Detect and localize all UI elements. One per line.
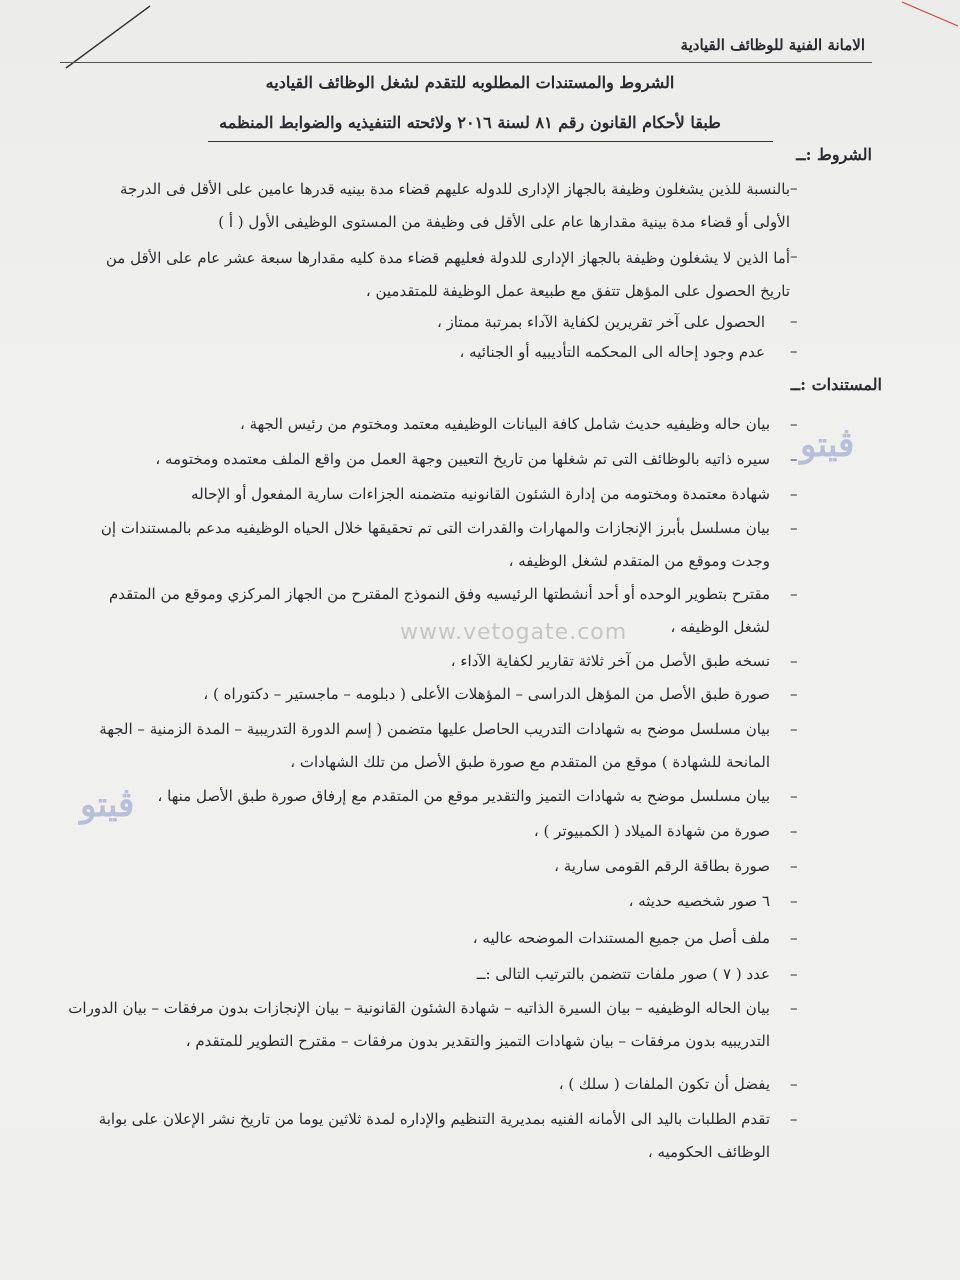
- vetogate-watermark-logo: ڤيتو: [800, 425, 855, 465]
- bullet-dash: –: [790, 450, 798, 468]
- bullet-dash: –: [790, 965, 798, 983]
- condition-item: أما الذين لا يشغلون وظيفة بالجهاز الإدارى للدولة فعليهم قضاء مدة كليه مقدارها سبعة عشر عام على الأقل من تاريخ الحصول على المؤهل تتفق مع طبيعة عمل الوظيفة للمتقدمين ،: [105, 249, 790, 300]
- document-item: تقدم الطلبات باليد الى الأمانه الفنيه بمديرية التنظيم والإداره لمدة ثلاثين يوما من تاريخ نشر الإعلان على بوابة الوظائف الحكوميه ،: [98, 1110, 770, 1161]
- bullet-dash: –: [790, 585, 798, 603]
- bullet-dash: –: [790, 519, 798, 537]
- bullet-dash: –: [790, 822, 798, 840]
- pen-stroke-mark: [62, 2, 152, 70]
- document-item: بيان حاله وظيفيه حديث شامل كافة البيانات الوظيفيه معتمد ومختوم من رئيس الجهة ،: [239, 415, 770, 433]
- document-item: ٦ صور شخصيه حديثه ،: [628, 892, 770, 910]
- documents-heading: المستندات :ــ: [790, 375, 882, 394]
- document-item: صورة من شهادة الميلاد ( الكمبيوتر ) ،: [533, 822, 770, 840]
- bullet-dash: –: [790, 720, 798, 738]
- condition-item: بالنسبة للذين يشغلون وظيفة بالجهاز الإدارى للدوله عليهم قضاء مدة بينيه قدرها عامين على الأقل فى الدرجة الأولى أو قضاء مدة بينية مقدارها عام على الأقل فى وظيفة من المستوى الوظيفى الأول ( أ ): [120, 180, 790, 231]
- bullet-dash: –: [790, 415, 798, 433]
- conditions-heading: الشروط :ــ: [796, 145, 872, 164]
- document-title: الشروط والمستندات المطلوبه للتقدم لشغل الوظائف القياديه: [265, 73, 675, 92]
- document-subtitle: طبقا لأحكام القانون رقم ٨١ لسنة ٢٠١٦ ولائحته التنفيذيه والضوابط المنظمه: [219, 113, 721, 132]
- document-item: نسخه طبق الأصل من آخر ثلاثة تقارير لكفاية الآداء ،: [450, 652, 770, 670]
- bullet-dash: –: [790, 999, 798, 1017]
- bullet-dash: –: [790, 892, 798, 910]
- document-item: بيان مسلسل بأبرز الإنجازات والمهارات والقدرات التى تم تحقيقها خلال الحياه الوظيفيه مدعم بالمستندات إن وجدت وموقع من المتقدم لشغل الوظيفه ،: [100, 519, 770, 570]
- document-item: بيان مسلسل موضح به شهادات التميز والتقدير موقع من المتقدم مع إرفاق صورة طبق الأصل منها ،: [157, 787, 770, 805]
- bullet-dash: –: [790, 857, 798, 875]
- bullet-dash: –: [790, 1110, 798, 1128]
- department-header: الامانة الفنية للوظائف القيادية: [680, 36, 865, 54]
- document-item: ملف أصل من جميع المستندات الموضحه عاليه ،: [472, 929, 770, 947]
- document-item: بيان مسلسل موضح به شهادات التدريب الحاصل عليها متضمن ( إسم الدورة التدريبية – المدة الزمنية – الجهة المانحة للشهادة ) موقع من المتقدم مع صورة طبق الأصل من تلك الشهادات ،: [99, 720, 770, 771]
- document-item: صورة طبق الأصل من المؤهل الدراسى – المؤهلات الأعلى ( دبلومه – ماجستير – دكتوراه ) ،: [203, 685, 770, 703]
- vetogate-watermark-logo: ڤيتو: [80, 785, 135, 825]
- document-item: مقترح بتطوير الوحده أو أحد أنشطتها الرئيسيه وفق النموذج المقترح من الجهاز المركزي وموقع من المتقدم لشغل الوظيفه ،: [109, 585, 770, 636]
- condition-item: عدم وجود إحاله الى المحكمه التأديبيه أو الجنائيه ،: [459, 343, 765, 361]
- bullet-dash: –: [790, 1075, 798, 1093]
- document-item: بيان الحاله الوظيفيه – بيان السيرة الذاتيه – شهادة الشئون القانونية – بيان الإنجازات بدون مرفقات – بيان الدورات التدريبيه بدون مرفقات – بيان شهادات التميز والتقدير بدون مرفقات – مقترح التطوير للمتقدم ،: [68, 999, 770, 1050]
- bullet-dash: –: [790, 179, 798, 197]
- document-item: عدد ( ٧ ) صور ملفات تتضمن بالترتيب التالى :ــ: [476, 965, 770, 983]
- bullet-dash: –: [790, 247, 798, 265]
- bullet-dash: –: [790, 485, 798, 503]
- vetogate-watermark-url: www.vetogate.com: [400, 620, 628, 645]
- red-pen-mark: [900, 0, 960, 30]
- document-item: شهادة معتمدة ومختومه من إدارة الشئون القانونيه متضمنه الجزاءات سارية المفعول أو الإحاله: [191, 485, 770, 503]
- document-item: يفضل أن تكون الملفات ( سلك ) ،: [558, 1075, 770, 1093]
- subtitle-underline: [208, 141, 773, 142]
- bullet-dash: –: [790, 652, 798, 670]
- bullet-dash: –: [790, 312, 798, 330]
- bullet-dash: –: [790, 929, 798, 947]
- document-item: سيره ذاتيه بالوظائف التى تم شغلها من تاريخ التعيين وجهة العمل من واقع الملف معتمده ومختومه ،: [155, 450, 770, 468]
- bullet-dash: –: [790, 342, 798, 360]
- bullet-dash: –: [790, 685, 798, 703]
- header-divider: [60, 62, 872, 63]
- condition-item: الحصول على آخر تقريرين لكفاية الآداء بمرتبة ممتاز ،: [436, 313, 765, 331]
- bullet-dash: –: [790, 787, 798, 805]
- document-item: صورة بطاقة الرقم القومى سارية ،: [554, 857, 770, 875]
